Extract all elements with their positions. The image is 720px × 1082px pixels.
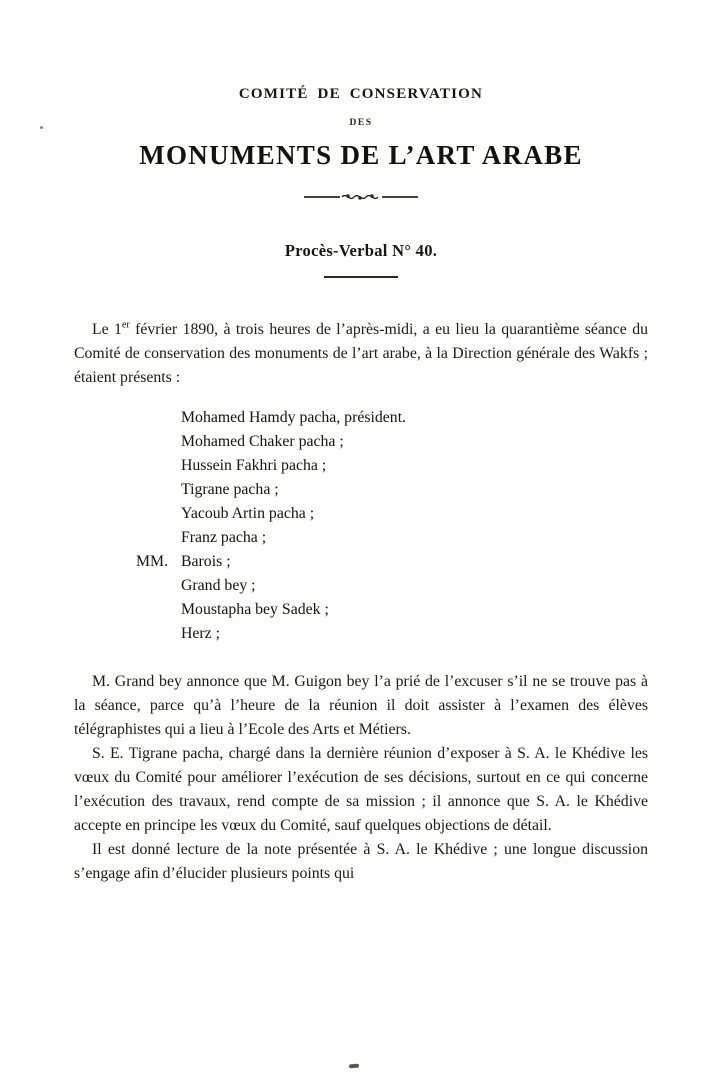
attendee-name: Hussein Fakhri pacha ; (181, 457, 327, 474)
committee-heading: COMITÉ DE CONSERVATION (238, 86, 484, 102)
attendee-row (136, 598, 648, 622)
attendees-list (136, 406, 648, 646)
attendee-row (136, 502, 648, 526)
attendee-row (136, 526, 648, 550)
attendee-row (136, 454, 648, 478)
attendee-name: Mohamed Chaker pacha ; (181, 433, 344, 450)
intro-text-before: Le 1 (92, 321, 122, 338)
document-header (74, 86, 648, 278)
ordinal-superscript: er (121, 319, 130, 331)
body-paragraph: M. Grand bey annonce que M. Guigon bey l’a prié de l’excuser s’il ne se trouve pas à la séance, parce qu’à l’heure de la réunion il doit assister à l’examen des élèves télégraphistes qui a lieu à l’Ecole des Arts et Métiers. (74, 673, 648, 738)
scan-smudge (349, 1064, 359, 1069)
attendee-row (136, 574, 648, 598)
attendee-name: Mohamed Hamdy pacha, président. (181, 409, 407, 426)
des-subheading: DES (349, 118, 373, 128)
ornament-divider-icon (74, 191, 648, 203)
document-body (74, 318, 648, 886)
intro-text-after: février 1890, à trois heures de l’après-midi, a eu lieu la quarantième séance du Comité de conservation des monuments de l’art arabe, à la Direction générale des Wakfs ; étaient présents : (74, 321, 648, 386)
attendee-row (136, 622, 648, 646)
heading-rule (324, 276, 398, 278)
attendee-name: Moustapha bey Sadek ; (181, 601, 329, 618)
attendee-name: Tigrane pacha ; (181, 481, 279, 498)
document-title: MONUMENTS DE L’ART ARABE (139, 140, 583, 170)
intro-paragraph (74, 318, 648, 390)
attendee-row (136, 430, 648, 454)
body-paragraph: S. E. Tigrane pacha, chargé dans la dernière réunion d’exposer à S. A. le Khédive les vœux du Comité pour améliorer l’exécution de ses décisions, surtout en ce qui concerne l’exécution des travaux, rend compte de sa mission ; il annonce que S. A. le Khédive accepte en principe les vœux du Comité, sauf quelques objections de détail. (74, 745, 648, 834)
body-paragraph: Il est donné lecture de la note présentée à S. A. le Khédive ; une longue discussion s’engage afin d’élucider plusieurs points qui (74, 841, 648, 882)
attendee-prefix: MM. (136, 553, 169, 570)
attendee-row (136, 478, 648, 502)
proces-verbal-heading: Procès-Verbal N° 40. (284, 241, 438, 260)
attendee-name: Barois ; (181, 553, 231, 570)
attendee-name: Yacoub Artin pacha ; (181, 505, 315, 522)
attendee-name: Herz ; (181, 625, 221, 642)
attendee-name: Grand bey ; (181, 577, 256, 594)
attendee-row (136, 550, 648, 574)
attendee-name: Franz pacha ; (181, 529, 267, 546)
attendee-row (136, 406, 648, 430)
scan-speck (40, 126, 43, 129)
